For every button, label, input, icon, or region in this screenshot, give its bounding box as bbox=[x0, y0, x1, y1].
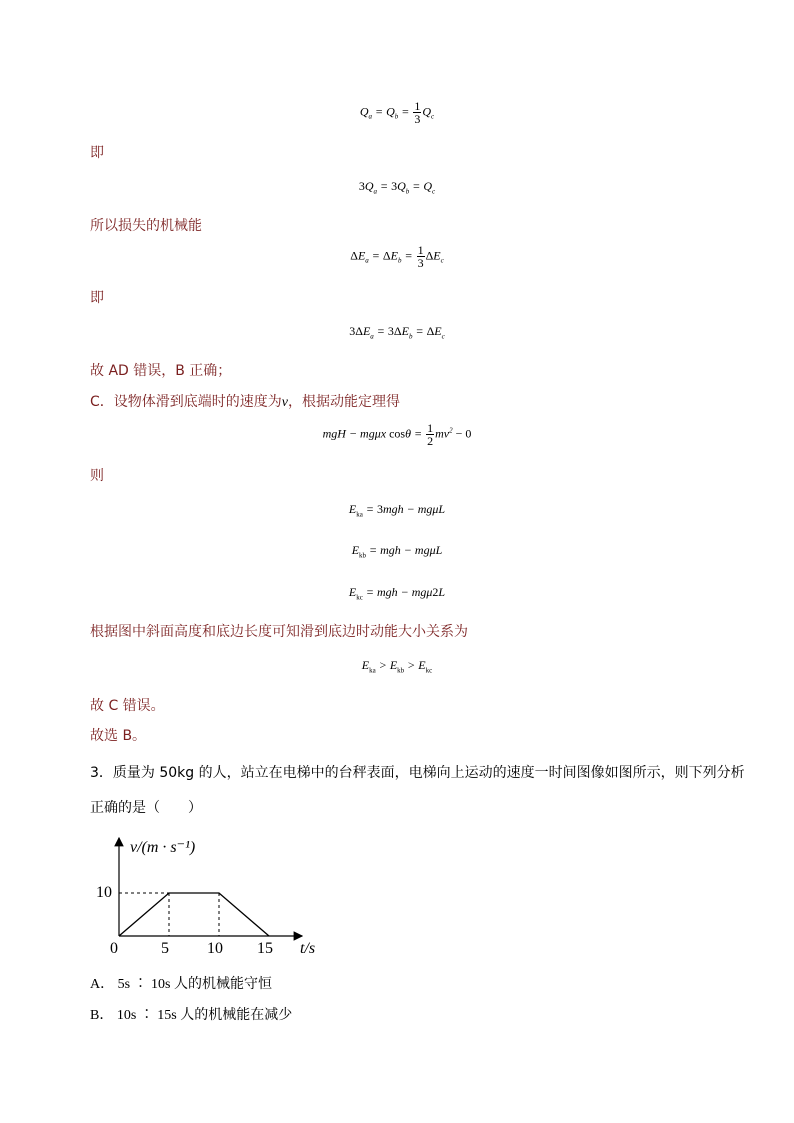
equation-3-delta-e: $3\Delta E_a = 3\Delta E_b = \Delta E_c$ bbox=[349, 324, 445, 341]
x-tick-15: 15 bbox=[257, 940, 273, 957]
velocity-series-line bbox=[119, 893, 269, 936]
equation-ekb: $E_{kb}$ = mgh − mgμL bbox=[351, 543, 443, 560]
equation-eka: $E_{ka} = 3mgh - mg\mu L$ bbox=[348, 502, 446, 519]
question-3-line-2: 正确的是（ ） bbox=[90, 800, 202, 816]
text-conclusion-ad: 故 AD 错误，B 正确； bbox=[90, 363, 232, 379]
text-ji-2: 即 bbox=[90, 290, 104, 306]
equation-delta-e-ratio: $\Delta E_a = \Delta E_b$ = $\frac{1}{3}$ $\Delta E_c$ bbox=[350, 243, 444, 270]
x-tick-10: 10 bbox=[207, 940, 223, 957]
option-a: A． 5s ∶ 10s 人的机械能守恒 bbox=[90, 977, 273, 992]
text-loss: 所以损失的机械能 bbox=[90, 218, 202, 234]
option-b: B． 10s ∶ 15s 人的机械能在减少 bbox=[90, 1008, 293, 1023]
velocity-time-chart bbox=[90, 830, 330, 960]
equation-ekc: $E_{kc}$ = mgh − mgμ2L bbox=[348, 585, 446, 602]
text-c-wrong: 故 C 错误。 bbox=[90, 698, 165, 714]
y-axis-label: v/(m · s⁻¹) bbox=[130, 839, 196, 856]
equation-ek-order: $E_{ka} > E_{kb} > E_{kc}$ bbox=[361, 658, 433, 675]
text-ze: 则 bbox=[90, 468, 104, 484]
equation-work-energy: mgH − mgμx cosθ = $\frac{1}{2}$ $mv^2 - 0$ bbox=[322, 421, 472, 448]
question-3-line-1: 3．质量为 50kg 的人，站立在电梯中的台秤表面，电梯向上运动的速度一时间图像如图所示，则下列分析 bbox=[90, 765, 745, 781]
text-ji-1: 即 bbox=[90, 145, 104, 161]
x-tick-5: 5 bbox=[161, 940, 169, 957]
text-by-figure: 根据图中斜面高度和底边长度可知滑到底边时动能大小关系为 bbox=[90, 624, 468, 640]
y-tick-10: 10 bbox=[96, 884, 112, 901]
text-c-intro: C．设物体滑到底端时的速度为v，根据动能定理得 bbox=[90, 394, 400, 410]
text-choose-b: 故选 B。 bbox=[90, 728, 147, 744]
x-axis-label: t/s bbox=[300, 940, 316, 957]
equation-q-ratio: $Q_a = Q_b$ = $\frac{1}{3}$ $Q_c$ bbox=[359, 99, 435, 126]
equation-3q: $3Q_a = 3Q_b = Q_c$ bbox=[358, 179, 436, 196]
x-tick-0: 0 bbox=[110, 940, 118, 957]
